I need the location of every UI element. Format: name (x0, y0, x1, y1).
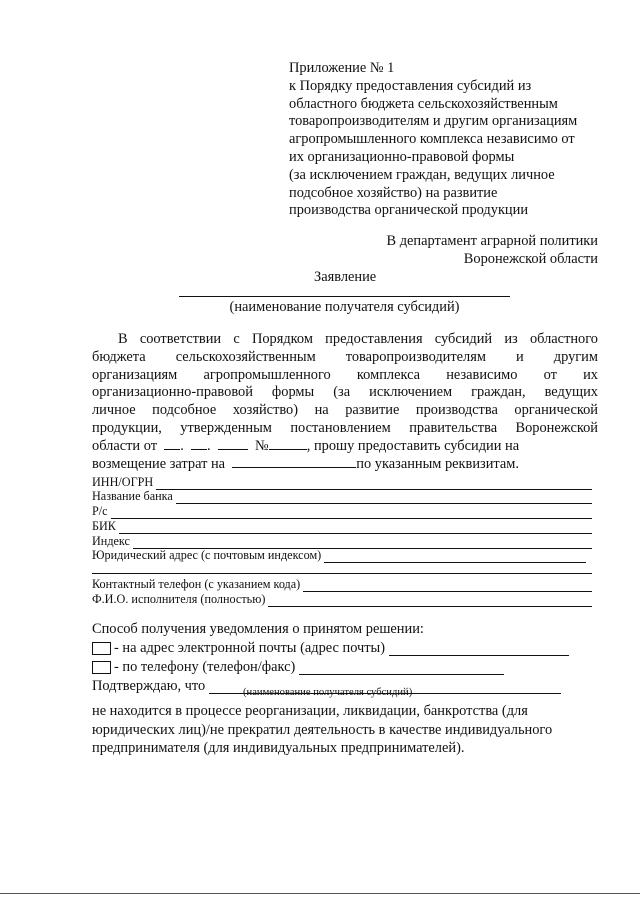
body-line: организациям агропромышленного комплекса независимо от их (92, 366, 598, 383)
application-body (92, 331, 598, 473)
account-label: Р/с (92, 504, 108, 518)
account-row (92, 503, 592, 519)
text: области от (92, 437, 157, 454)
costs-field[interactable] (232, 456, 356, 468)
addressee (387, 233, 598, 269)
appendix-line: товаропроизводителям и другим организациям (289, 113, 578, 130)
closing-statement (92, 702, 598, 758)
appendix-line: их организационно-правовой формы (289, 148, 515, 165)
phone-fax-field[interactable] (299, 661, 504, 675)
addressee-line: В департамент аграрной политики (386, 233, 598, 249)
inn-label: ИНН/ОГРН (92, 475, 154, 489)
bik-row (92, 518, 592, 534)
appendix-line: к Порядку предоставления субсидий из (289, 77, 532, 94)
closing-line: предпринимателя (для индивидуальных предпринимателей). (92, 740, 465, 757)
email-option (92, 639, 598, 658)
body-line: продукции, утвержденным постановлением правительства Воронежской (92, 419, 598, 436)
phone-option-label: - по телефону (телефон/факс) (114, 659, 296, 676)
appendix-line: подсобное хозяйство) на развитие (289, 184, 498, 201)
page-edge-divider (0, 893, 640, 894)
phone-label: Контактный телефон (с указанием кода) (92, 577, 301, 591)
month-field[interactable] (191, 438, 207, 450)
recipient-caption: (наименование получателя субсидий) (229, 299, 460, 315)
year-field[interactable] (218, 438, 248, 450)
executor-row (92, 591, 592, 607)
confirm-label: Подтверждаю, что (92, 678, 206, 695)
confirm-caption: (наименование получателя субсидий) (243, 687, 413, 698)
appendix-line: (за исключением граждан, ведущих личное (289, 166, 555, 183)
body-line: личное подсобное хозяйство) на развитие производства органической (92, 402, 598, 419)
appendix-line: производства органической продукции (289, 202, 529, 219)
legal-address-field[interactable] (324, 550, 586, 563)
text: по указанным реквизитам. (356, 455, 519, 472)
addressee-line: Воронежской области (463, 250, 598, 267)
text: , прошу предоставить субсидии на (306, 437, 520, 454)
closing-line: не находится в процессе реорганизации, ликвидации, банкротства (для (92, 703, 528, 719)
recipient-name-field[interactable] (179, 296, 510, 297)
bik-label: БИК (92, 519, 116, 533)
body-line: организационно-правовой формы (за исключением граждан, ведущих (92, 384, 598, 401)
executor-label: Ф.И.О. исполнителя (полностью) (92, 592, 266, 606)
email-checkbox[interactable] (92, 642, 111, 655)
notification-section (92, 620, 598, 696)
text: . (180, 437, 184, 454)
bank-label: Название банка (92, 489, 173, 503)
phone-row (92, 576, 592, 592)
email-option-label: - на адрес электронной почты (адрес почты) (114, 640, 386, 657)
body-line: бюджета сельскохозяйственным товаропроизводителям и другим (92, 348, 598, 365)
text: возмещение затрат на (92, 455, 226, 472)
legal-address-label: Юридический адрес (с почтовым индексом) (92, 548, 322, 562)
body-line-date (92, 438, 598, 456)
notification-heading: Способ получения уведомления о принятом решении: (92, 621, 424, 638)
legal-address-row (92, 547, 586, 563)
document-title: Заявление (314, 269, 377, 285)
body-line-costs (92, 456, 598, 474)
index-label: Индекс (92, 534, 130, 548)
day-field[interactable] (164, 438, 180, 450)
appendix-line: Приложение № 1 (289, 60, 395, 76)
executor-field[interactable] (268, 594, 592, 607)
text: . (207, 437, 211, 454)
appendix-header (289, 60, 607, 220)
closing-line: юридических лиц)/не прекратил деятельность в качестве индивидуального (92, 721, 553, 738)
phone-checkbox[interactable] (92, 661, 111, 674)
appendix-line: агропромышленного комплекса независимо от (289, 131, 575, 148)
text: № (255, 437, 269, 454)
bank-row (92, 488, 592, 504)
legal-address-continuation-field[interactable] (92, 573, 592, 574)
appendix-line: областного бюджета сельскохозяйственным (289, 95, 558, 112)
email-address-field[interactable] (389, 642, 569, 656)
phone-option (92, 658, 598, 677)
body-line: В соответствии с Порядком предоставления субсидий из областного (118, 331, 598, 347)
decree-number-field[interactable] (269, 438, 307, 450)
